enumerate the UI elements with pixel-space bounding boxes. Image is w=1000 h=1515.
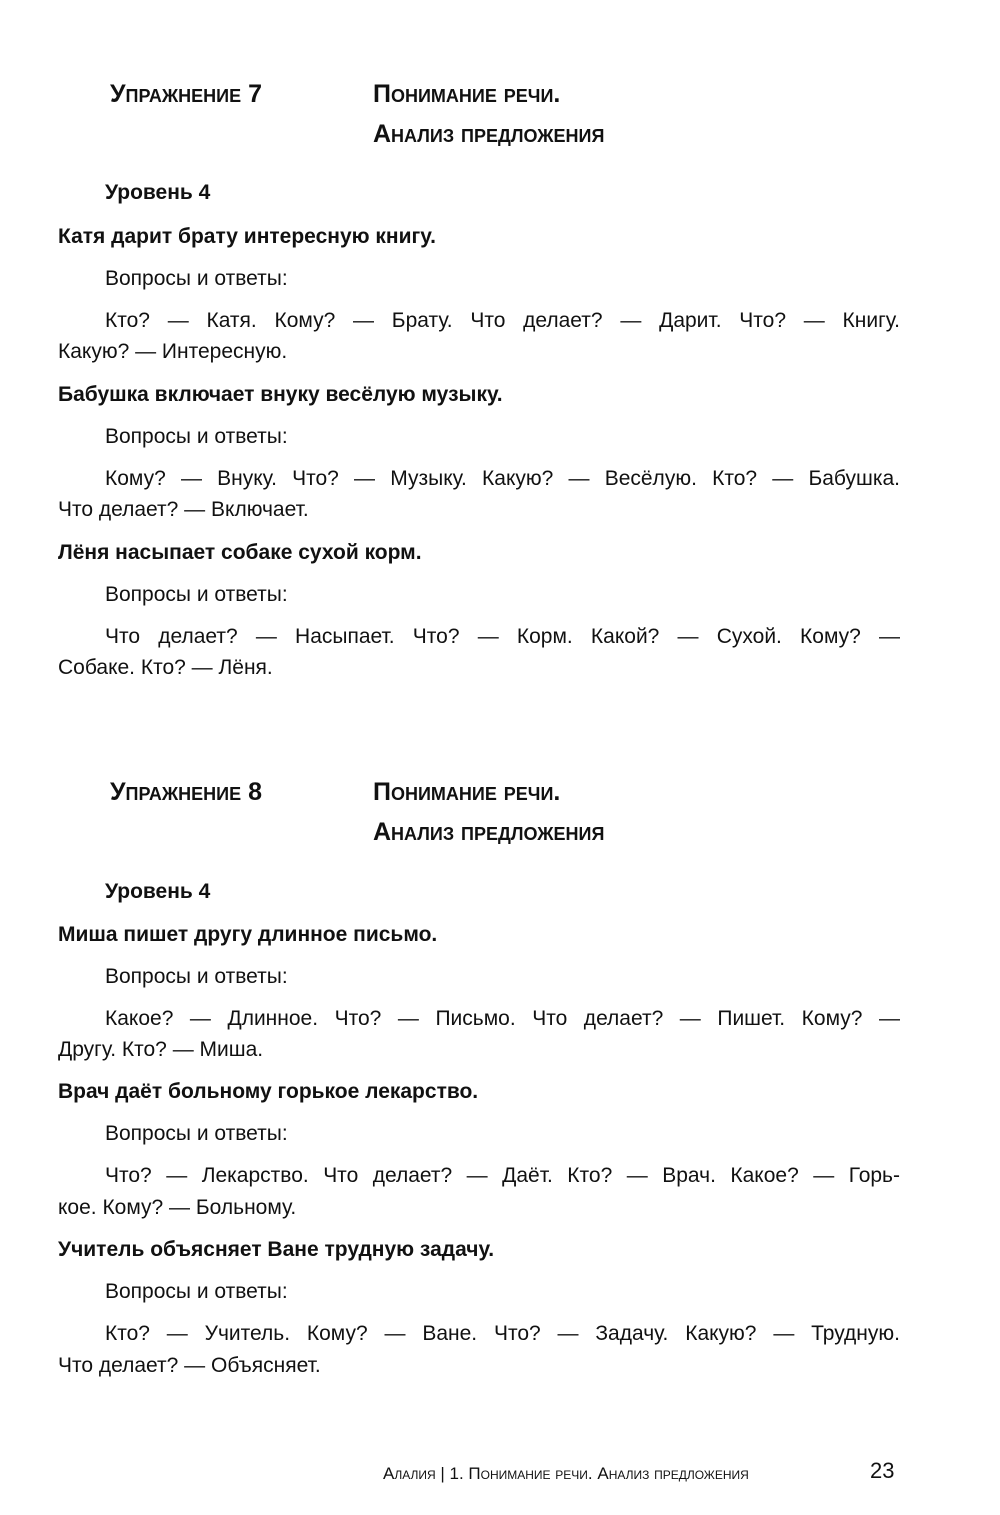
sentence: Врач даёт больному горькое лекарство. [58,1080,479,1103]
sentence: Бабушка включает внуку весёлую музыку. [58,383,503,406]
answer-line: Другу. Кто? — Миша. [58,1038,264,1061]
exercise-label: Упражнение 8 [110,778,262,806]
answer-line: Что делает? — Насыпает. Что? — Корм. Какой? — Сухой. Кому? — [105,625,900,648]
answer-line: Что делает? — Объясняет. [58,1354,321,1377]
answer-line: Кто? — Катя. Кому? — Брату. Что делает? — Дарит. Что? — Книгу. [105,309,900,332]
running-footer: Алалия | 1. Понимание речи. Анализ предложения [383,1464,749,1483]
exercise-label: Упражнение 7 [110,80,262,108]
qa-label: Вопросы и ответы: [105,267,288,290]
exercise-title: Анализ предложения [373,120,605,148]
sentence: Миша пишет другу длинное письмо. [58,923,438,946]
level-heading: Уровень 4 [105,181,211,204]
answer-line: Собаке. Кто? — Лёня. [58,656,273,679]
qa-label: Вопросы и ответы: [105,1122,288,1145]
sentence: Катя дарит брату интересную книгу. [58,225,436,248]
qa-label: Вопросы и ответы: [105,425,288,448]
level-heading: Уровень 4 [105,880,211,903]
sentence: Лёня насыпает собаке сухой корм. [58,541,422,564]
qa-label: Вопросы и ответы: [105,583,288,606]
answer-line: Что делает? — Включает. [58,498,309,521]
answer-line: Кому? — Внуку. Что? — Музыку. Какую? — Весёлую. Кто? — Бабушка. [105,467,900,490]
page-number: 23 [870,1458,895,1483]
exercise-title: Понимание речи. [373,778,561,806]
sentence: Учитель объясняет Ване трудную задачу. [58,1238,495,1261]
answer-line: Какую? — Интересную. [58,340,288,363]
exercise-title: Понимание речи. [373,80,561,108]
exercise-title: Анализ предложения [373,818,605,846]
qa-label: Вопросы и ответы: [105,1280,288,1303]
answer-line: Какое? — Длинное. Что? — Письмо. Что делает? — Пишет. Кому? — [105,1007,900,1030]
answer-line: Что? — Лекарство. Что делает? — Даёт. Кто? — Врач. Какое? — Горь- [105,1164,900,1187]
answer-line: Кто? — Учитель. Кому? — Ване. Что? — Задачу. Какую? — Трудную. [105,1322,900,1345]
qa-label: Вопросы и ответы: [105,965,288,988]
answer-line: кое. Кому? — Больному. [58,1196,297,1219]
